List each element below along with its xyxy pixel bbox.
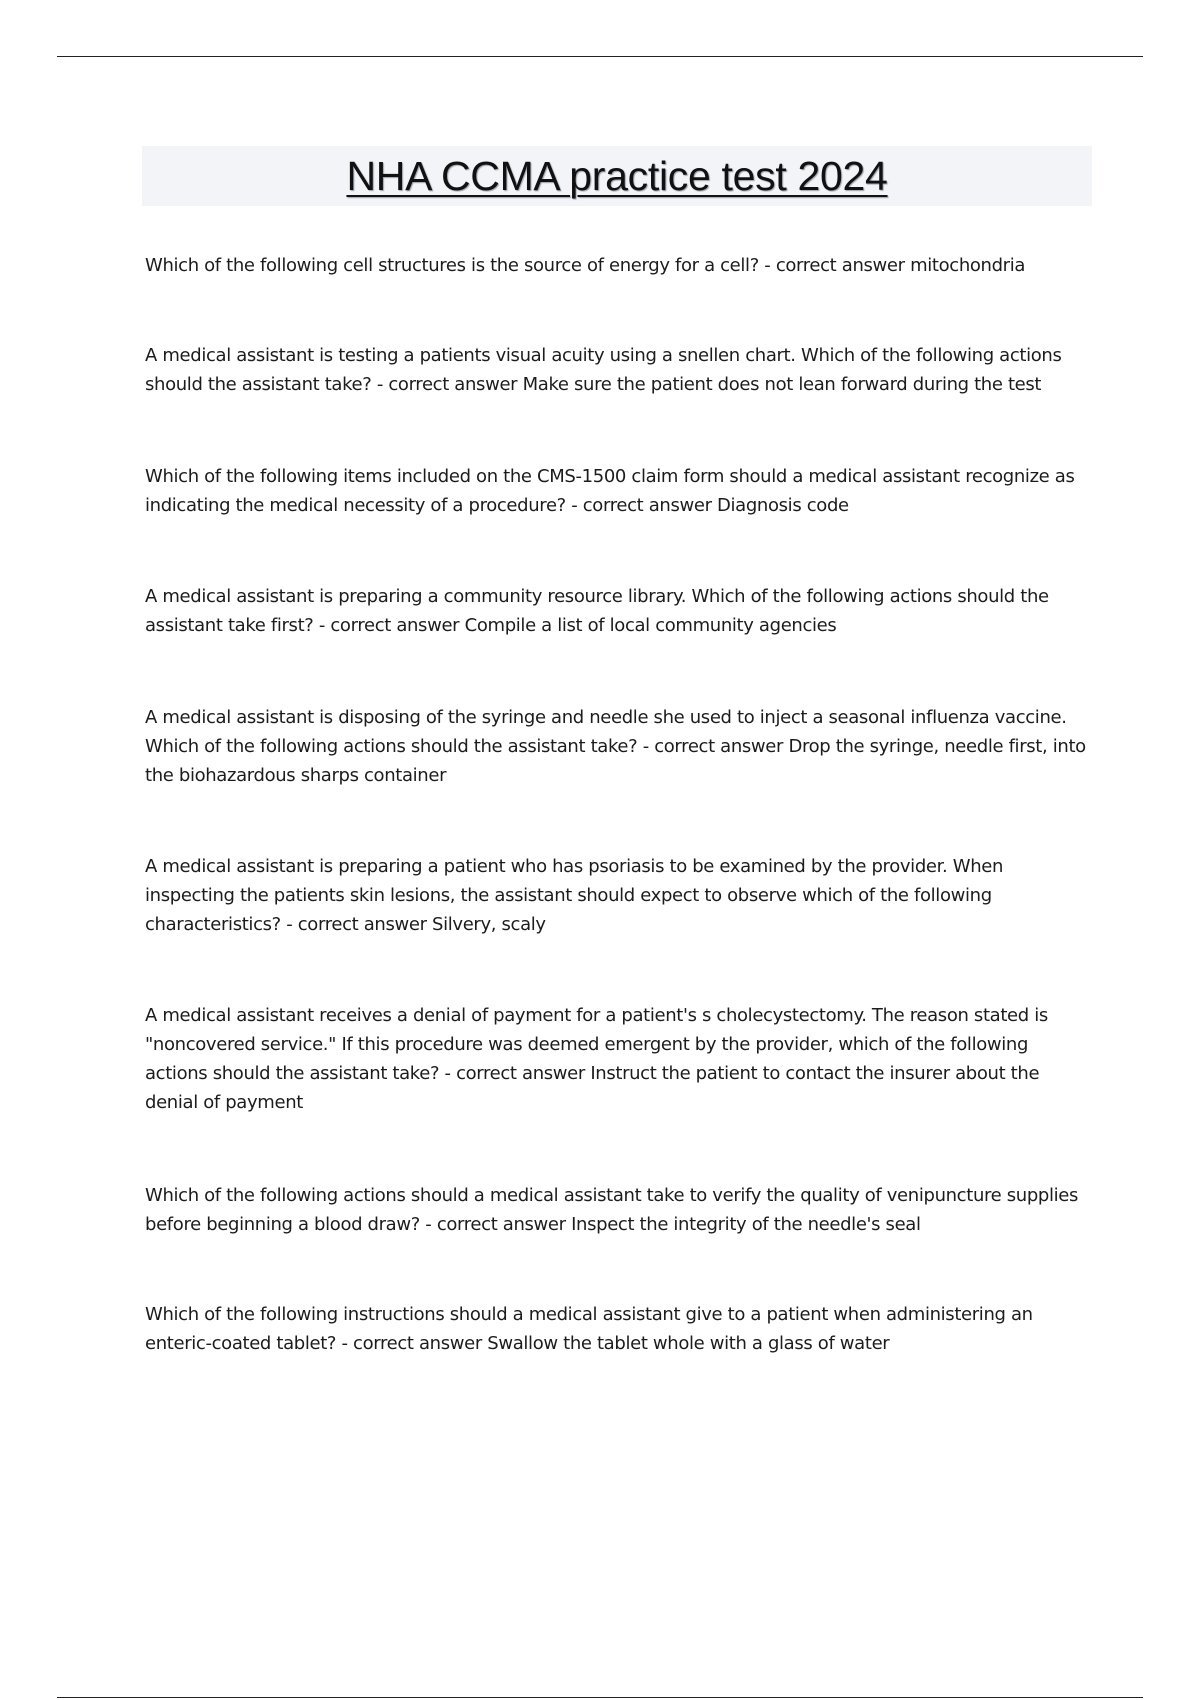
qa-item-9 [145,1300,1095,1358]
title-banner [142,146,1092,206]
qa-separator: - [336,1333,354,1354]
question-text: Which of the following instructions should a medical assistant give to a patient when administering an enteric-coated tablet? [145,1304,1033,1354]
qa-item-8 [145,1181,1095,1239]
qa-separator: - [758,255,776,276]
answer-label: correct answer [388,374,518,395]
question-text: A medical assistant receives a denial of payment for a patient's s cholecystectomy. The reason stated is "noncovered service." If this procedure was deemed emergent by the provider, which of the following actions should the assistant take? [145,1005,1048,1084]
answer-label: correct answer [297,914,427,935]
qa-separator: - [637,736,655,757]
answer-text: Silvery, scaly [432,914,546,935]
qa-item-5 [145,703,1095,790]
answer-label: correct answer [330,615,460,636]
answer-label: correct answer [582,495,712,516]
answer-label: correct answer [436,1214,566,1235]
qa-separator: - [280,914,298,935]
qa-separator: - [419,1214,437,1235]
qa-separator: - [565,495,583,516]
question-text: Which of the following actions should a medical assistant take to verify the quality of venipuncture supplies before beginning a blood draw? [145,1185,1079,1235]
qa-item-1 [145,251,1095,280]
qa-separator: - [439,1063,457,1084]
qa-item-6 [145,852,1095,939]
answer-label: correct answer [654,736,784,757]
answer-label: correct answer [775,255,905,276]
header-rule [57,56,1143,57]
answer-text: Make sure the patient does not lean forward during the test [522,374,1042,395]
answer-text: Drop the syringe, needle first, into the biohazardous sharps container [145,736,1086,786]
answer-label: correct answer [456,1063,585,1084]
footer-rule [57,1697,1143,1698]
answer-text: Diagnosis code [717,495,849,516]
qa-item-2 [145,341,1095,399]
question-text: A medical assistant is preparing a patient who has psoriasis to be examined by the provider. When inspecting the patients skin lesions, the assistant should expect to observe which of the following characteristics? [145,856,1004,935]
answer-text: Inspect the integrity of the needle's seal [571,1214,921,1235]
qa-separator: - [371,374,389,395]
qa-item-4 [145,582,1095,640]
document-title: NHA CCMA practice test 2024 [346,152,888,199]
answer-label: correct answer [353,1333,482,1354]
question-text: A medical assistant is testing a patients visual acuity using a snellen chart. Which of the following actions should the assistant take? [145,345,1062,395]
qa-item-7 [145,1001,1095,1117]
question-text: Which of the following cell structures is the source of energy for a cell? [145,255,759,276]
question-text: A medical assistant is preparing a community resource library. Which of the following actions should the assistant take first? [145,586,1049,636]
question-text: Which of the following items included on the CMS-1500 claim form should a medical assistant recognize as indicating the medical necessity of a procedure? [145,466,1075,516]
answer-text: mitochondria [910,255,1026,276]
answer-text: Compile a list of local community agencies [464,615,837,636]
qa-item-3 [145,462,1095,520]
qa-separator: - [313,615,331,636]
answer-text: Swallow the tablet whole with a glass of water [487,1333,890,1354]
answer-text: Instruct the patient to contact the insurer about the denial of payment [145,1063,1040,1113]
question-text: A medical assistant is disposing of the syringe and needle she used to inject a seasonal influenza vaccine. Which of the following actions should the assistant take? [145,707,1067,757]
